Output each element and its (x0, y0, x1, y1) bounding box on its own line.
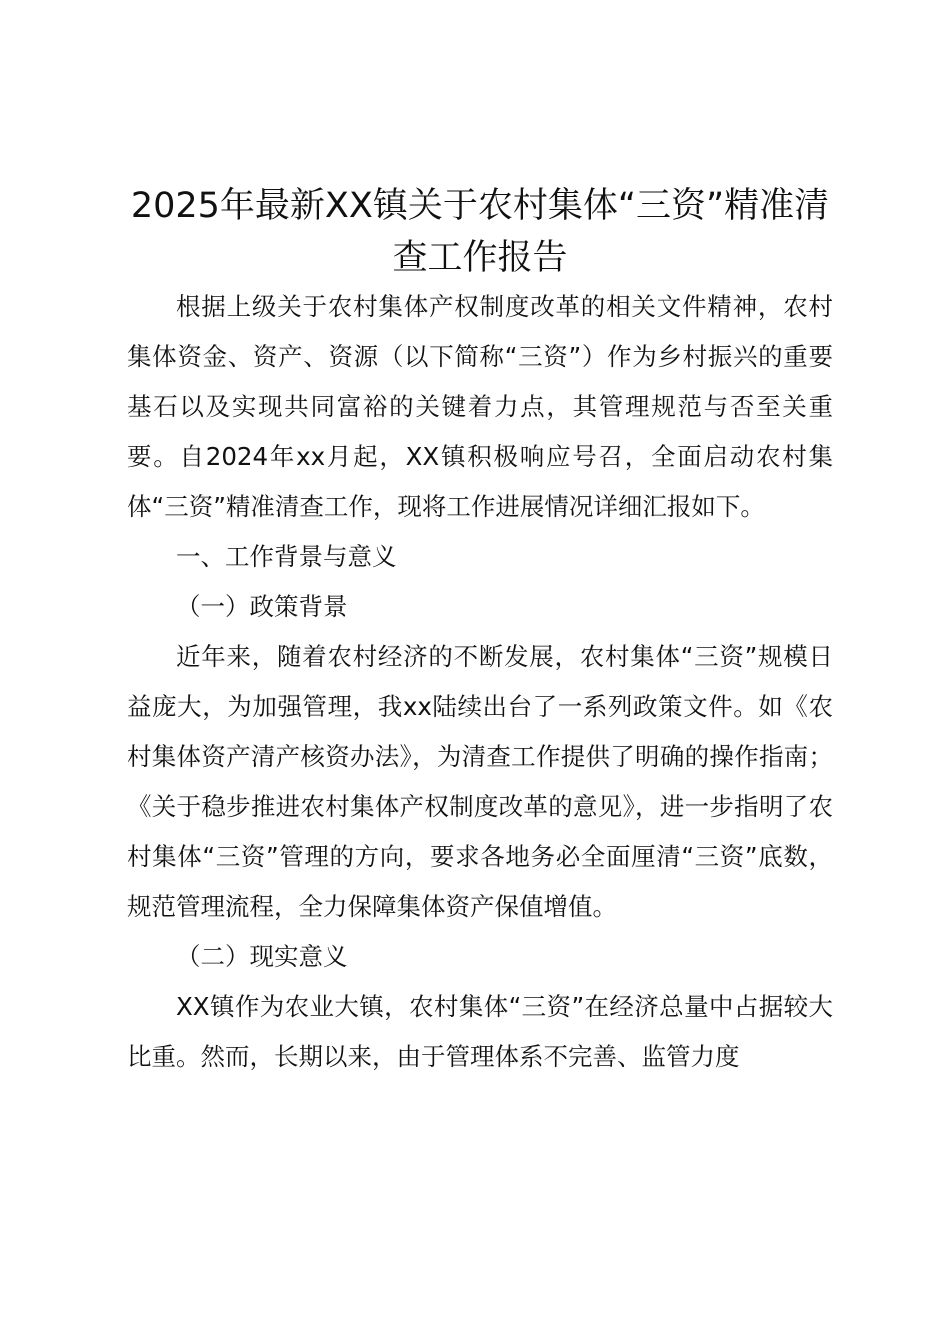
section-heading-background: 一、工作背景与意义 (176, 542, 397, 571)
document-title: 2025年最新XX镇关于农村集体“三资”精准清查工作报告 (130, 186, 830, 278)
document-body (127, 282, 833, 1082)
intro-paragraph: 根据上级关于农村集体产权制度改革的相关文件精神，农村集体资金、资产、资源（以下简称“三资”）作为乡村振兴的重要基石以及实现共同富裕的关键着力点，其管理规范与否至关重要。自2024年xx月起，XX镇积极响应号召，全面启动农村集体“三资”精准清查工作，现将工作进展情况详细汇报如下。 (127, 292, 833, 521)
policy-paragraph: 近年来，随着农村经济的不断发展，农村集体“三资”规模日益庞大，为加强管理，我xx陆续出台了一系列政策文件。如《农村集体资产清产核资办法》，为清查工作提供了明确的操作指南；《关于稳步推进农村集体产权制度改革的意见》，进一步指明了农村集体“三资”管理的方向，要求各地务必全面厘清“三资”底数，规范管理流程，全力保障集体资产保值增值。 (127, 642, 833, 921)
significance-paragraph: XX镇作为农业大镇，农村集体“三资”在经济总量中占据较大比重。然而，长期以来，由于管理体系不完善、监管力度 (127, 992, 833, 1071)
subsection-heading-significance: （二）现实意义 (176, 942, 348, 971)
subsection-heading-policy: （一）政策背景 (176, 592, 348, 621)
